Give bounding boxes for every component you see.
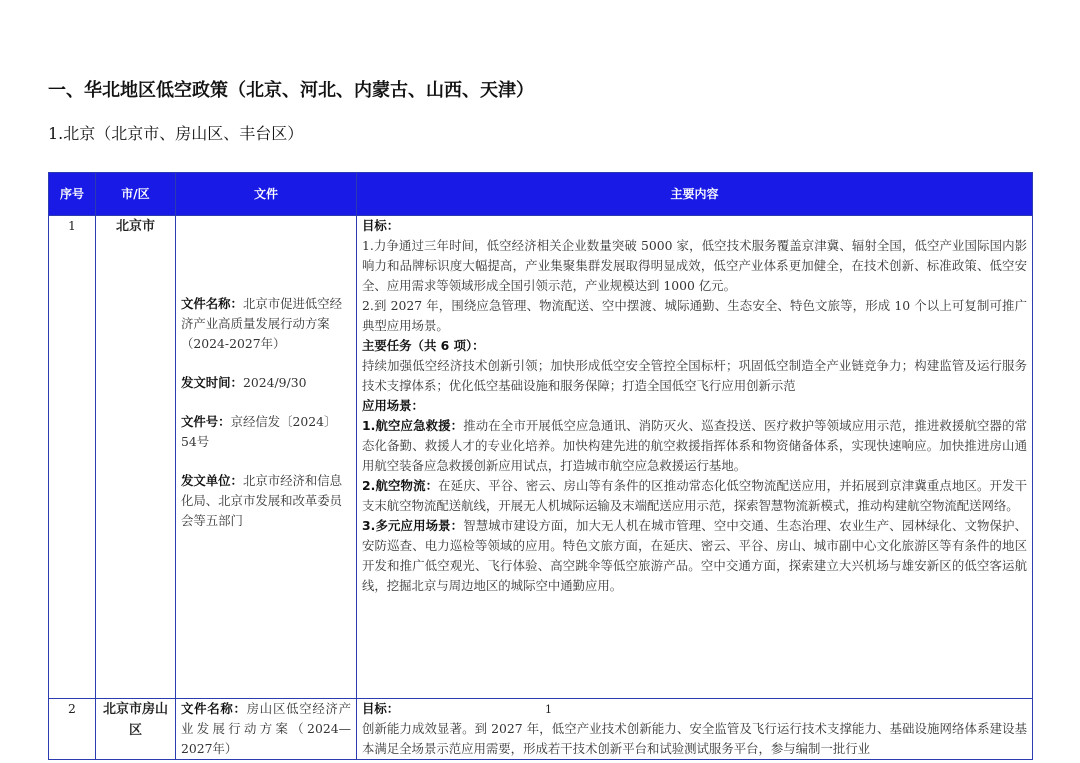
header-num: 序号 (49, 173, 96, 216)
file-name-value: 北京市促进低空经济产业高质量发展行动方案（2024-2027年） (181, 296, 343, 351)
policy-table (48, 172, 1033, 760)
scene-item-2 (362, 476, 1027, 516)
scene-1-label: 1.航空应急救援： (362, 418, 464, 433)
scene-3-text: 智慧城市建设方面，加大无人机在城市管理、空中交通、生态治理、农业生产、园林绿化、文物保护、安防巡查、电力巡检等领域的应用。特色文旅方面，在延庆、密云、平谷、房山、城市副中心文化旅游区等有条件的地区开发和推广低空观光、飞行体验、高空跳伞等低空旅游产品。空中交通方面，探索建立大兴机场与雄安新区的低空客运航线，挖掘北京与周边地区的城际空中通勤应用。 (362, 518, 1027, 593)
goal-text: 创新能力成效显著。到 2027 年，低空产业技术创新能力、安全监管及飞行运行技术支撑能力、基础设施网络体系建设基本满足全场景示范应用需要，形成若干技术创新平台和试验测试服务平台，参与编制一批行业 (362, 721, 1027, 756)
header-city: 市/区 (96, 173, 176, 216)
scene-2-text: 在延庆、平谷、密云、房山等有条件的区推动常态化低空物流配送应用，并拓展到京津冀重点地区。开发干支末航空物流配送航线，开展无人机城际运输及末端配送应用示范，探索智慧物流新模式，推动构建航空物流配送网络。 (362, 478, 1027, 513)
row-number: 2 (49, 699, 96, 760)
header-content: 主要内容 (357, 173, 1033, 216)
section-heading: 一、华北地区低空政策（北京、河北、内蒙古、山西、天津） (48, 80, 534, 101)
file-name (181, 294, 351, 354)
file-name-key: 文件名称： (181, 296, 243, 311)
task-label: 主要任务（共 6 项）： (362, 338, 485, 353)
file-number-key: 文件号： (181, 414, 231, 429)
scene-1-text: 推动在全市开展低空应急通讯、消防灭火、巡查投送、医疗救护等领域应用示范，推进救援航空器的常态化备勤、救援人才的专业化培养。加快构建先进的航空救援指挥体系和物资储备体系，实现快速响应。加快推进房山通用航空装备应急救援创新应用试点，打造城市航空应急救援运行基地。 (362, 418, 1027, 473)
file-name-key: 文件名称： (181, 701, 247, 716)
subsection-heading: 1.北京（北京市、房山区、丰台区） (48, 124, 304, 143)
scene-item-3 (362, 516, 1027, 596)
header-file: 文件 (176, 173, 357, 216)
file-date-key: 发文时间： (181, 375, 243, 390)
scene-3-label: 3.多元应用场景： (362, 518, 464, 533)
file-number (181, 412, 351, 452)
row-number: 1 (49, 216, 96, 699)
goal-label: 目标： (362, 218, 400, 233)
goal-label: 目标： (362, 701, 400, 716)
task-text: 持续加强低空经济技术创新引领；加快形成低空安全管控全国标杆；巩固低空制造全产业链竞争力；构建监管及运行服务技术支撑体系；优化低空基础设施和服务保障；打造全国低空飞行应用创新示范 (362, 358, 1027, 393)
file-name-value: 房山区低空经济产业发展行动方案（2024—2027年） (181, 701, 352, 756)
goal-item-2: 2.到 2027 年，围绕应急管理、物流配送、空中摆渡、城际通勤、生态安全、特色文旅等，形成 10 个以上可复制可推广典型应用场景。 (362, 298, 1027, 333)
scene-label: 应用场景： (362, 398, 424, 413)
file-unit-key: 发文单位： (181, 473, 243, 488)
file-unit-value: 北京市经济和信息化局、北京市发展和改革委员会等五部门 (181, 473, 343, 528)
file-unit (181, 471, 351, 531)
goal-item-1: 1.力争通过三年时间，低空经济相关企业数量突破 5000 家，低空技术服务覆盖京津冀、辐射全国，低空产业国际国内影响力和品牌标识度大幅提高，产业集聚集群发展取得明显成效，低空产业体系更加健全，在技术创新、标准政策、低空安全、应用需求等领域形成全国引领示范，产业规模达到 1000 亿元。 (362, 238, 1027, 293)
table-row (49, 216, 1033, 699)
file-date (181, 373, 351, 393)
row-city: 北京市房山区 (96, 699, 176, 760)
table-header-row (49, 173, 1033, 216)
file-number-value: 京经信发〔2024〕54号 (181, 414, 337, 449)
row-content (357, 216, 1033, 699)
row-city: 北京市 (96, 216, 176, 699)
scene-2-label: 2.航空物流： (362, 478, 439, 493)
page-number: 1 (545, 703, 552, 716)
scene-item-1 (362, 416, 1027, 476)
file-date-value: 2024/9/30 (242, 375, 307, 390)
row-file-info (176, 216, 357, 699)
